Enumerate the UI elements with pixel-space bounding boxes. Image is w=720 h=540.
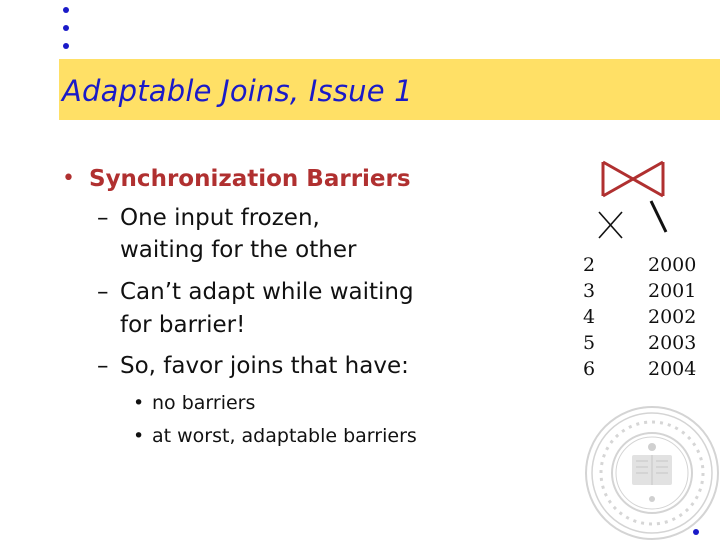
input-edge: [651, 201, 666, 232]
frozen-input-cross-icon: [599, 212, 622, 238]
subsub-bullet-1: no barriers: [152, 392, 256, 414]
join-diagram: [590, 150, 680, 245]
bullet-dot: •: [62, 166, 75, 191]
left-column: [583, 252, 595, 382]
left-value: 2: [583, 254, 596, 276]
right-column: [648, 252, 696, 382]
bowtie-join-icon: [603, 162, 663, 196]
bullet-main: Synchronization Barriers: [89, 166, 411, 192]
sub-dash-3: –: [97, 353, 109, 379]
left-value: 3: [583, 280, 596, 302]
subsub-bullet-2: at worst, adaptable barriers: [152, 425, 417, 447]
sub-bullet-3: So, favor joins that have:: [120, 353, 409, 379]
left-value: 5: [583, 332, 596, 354]
right-value: 2002: [648, 306, 697, 328]
sub-bullet-1-line2: waiting for the other: [120, 237, 357, 263]
right-value: 2001: [648, 280, 697, 302]
sub-dash-2: –: [97, 279, 109, 305]
sub-bullet-2-line1: Can’t adapt while waiting: [120, 279, 414, 305]
subsub-dot-2: •: [133, 425, 145, 447]
sub-bullet-1-line1: One input frozen,: [120, 205, 320, 231]
right-value: 2004: [648, 358, 697, 380]
slide-title: Adaptable Joins, Issue 1: [62, 74, 413, 108]
left-value: 4: [583, 306, 596, 328]
university-seal-watermark: [578, 403, 720, 540]
sub-bullet-2-line2: for barrier!: [120, 312, 246, 338]
corner-dot-3: [63, 43, 69, 49]
left-value: 6: [583, 358, 596, 380]
right-value: 2000: [648, 254, 697, 276]
corner-dot-2: [63, 25, 69, 31]
sub-dash-1: –: [97, 205, 109, 231]
corner-dot-1: [63, 7, 69, 13]
subsub-dot-1: •: [133, 392, 145, 414]
right-value: 2003: [648, 332, 697, 354]
